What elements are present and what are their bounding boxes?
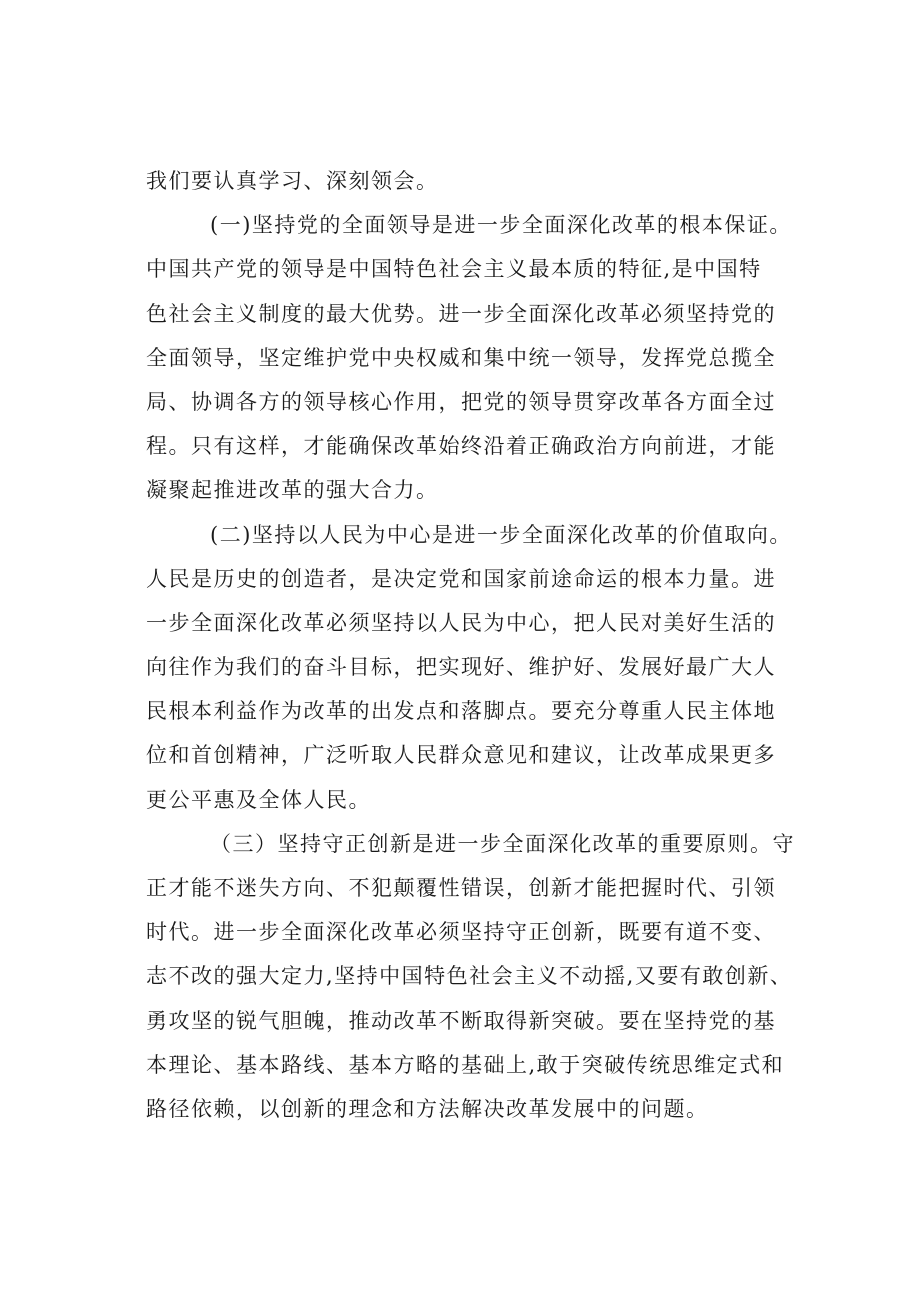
text-line: 路径依赖，以创新的理念和方法解决改革发展中的问题。 [146, 1096, 709, 1121]
section-heading-1: (一)坚持党的全面领导是进一步全面深化改革的根本保证。 [210, 213, 792, 238]
body-text [146, 159, 806, 1131]
text-line: 我们要认真学习、深刻领会。 [146, 169, 439, 193]
text-line: 民根本利益作为改革的出发点和落脚点。要充分尊重人民主体地 [146, 699, 776, 724]
text-line: 勇攻坚的锐气胆魄，推动改革不断取得新突破。要在坚持党的基 [146, 1008, 776, 1033]
text-line: 局、协调各方的领导核心作用，把党的领导贯穿改革各方面全过 [146, 389, 776, 414]
text-line: 更公平惠及全体人民。 [146, 787, 371, 812]
section-heading-3: （三）坚持守正创新是进一步全面深化改革的重要原则。守 [210, 831, 795, 856]
text-line: 全面领导，坚定维护党中央权威和集中统一领导，发挥党总揽全 [146, 345, 776, 370]
text-line: 正才能不迷失方向、不犯颠覆性错误，创新才能把握时代、引领 [146, 876, 776, 900]
text-line: 本理论、基本路线、基本方略的基础上,敢于突破传统思维定式和 [146, 1052, 785, 1077]
section-heading-2: (二)坚持以人民为中心是进一步全面深化改革的价值取向。 [210, 522, 792, 547]
text-line: 时代。进一步全面深化改革必须坚持守正创新，既要有道不变、 [146, 920, 776, 945]
text-line: 程。只有这样，才能确保改革始终沿着正确政治方向前进，才能 [146, 434, 776, 459]
text-line: 凝聚起推进改革的强大合力。 [146, 478, 439, 503]
text-line: 志不改的强大定力,坚持中国特色社会主义不动摇,又要有敢创新、 [146, 964, 793, 989]
text-line: 中国共产党的领导是中国特色社会主义最本质的特征,是中国特 [146, 257, 762, 282]
text-line: 位和首创精神，广泛听取人民群众意见和建议，让改革成果更多 [146, 743, 776, 768]
text-line: 向往作为我们的奋斗目标，把实现好、维护好、发展好最广大人 [146, 655, 776, 680]
text-line: 人民是历史的创造者，是决定党和国家前途命运的根本力量。进 [146, 566, 776, 591]
text-line: 色社会主义制度的最大优势。进一步全面深化改革必须坚持党的 [146, 301, 776, 326]
text-line: 一步全面深化改革必须坚持以人民为中心，把人民对美好生活的 [146, 610, 776, 635]
